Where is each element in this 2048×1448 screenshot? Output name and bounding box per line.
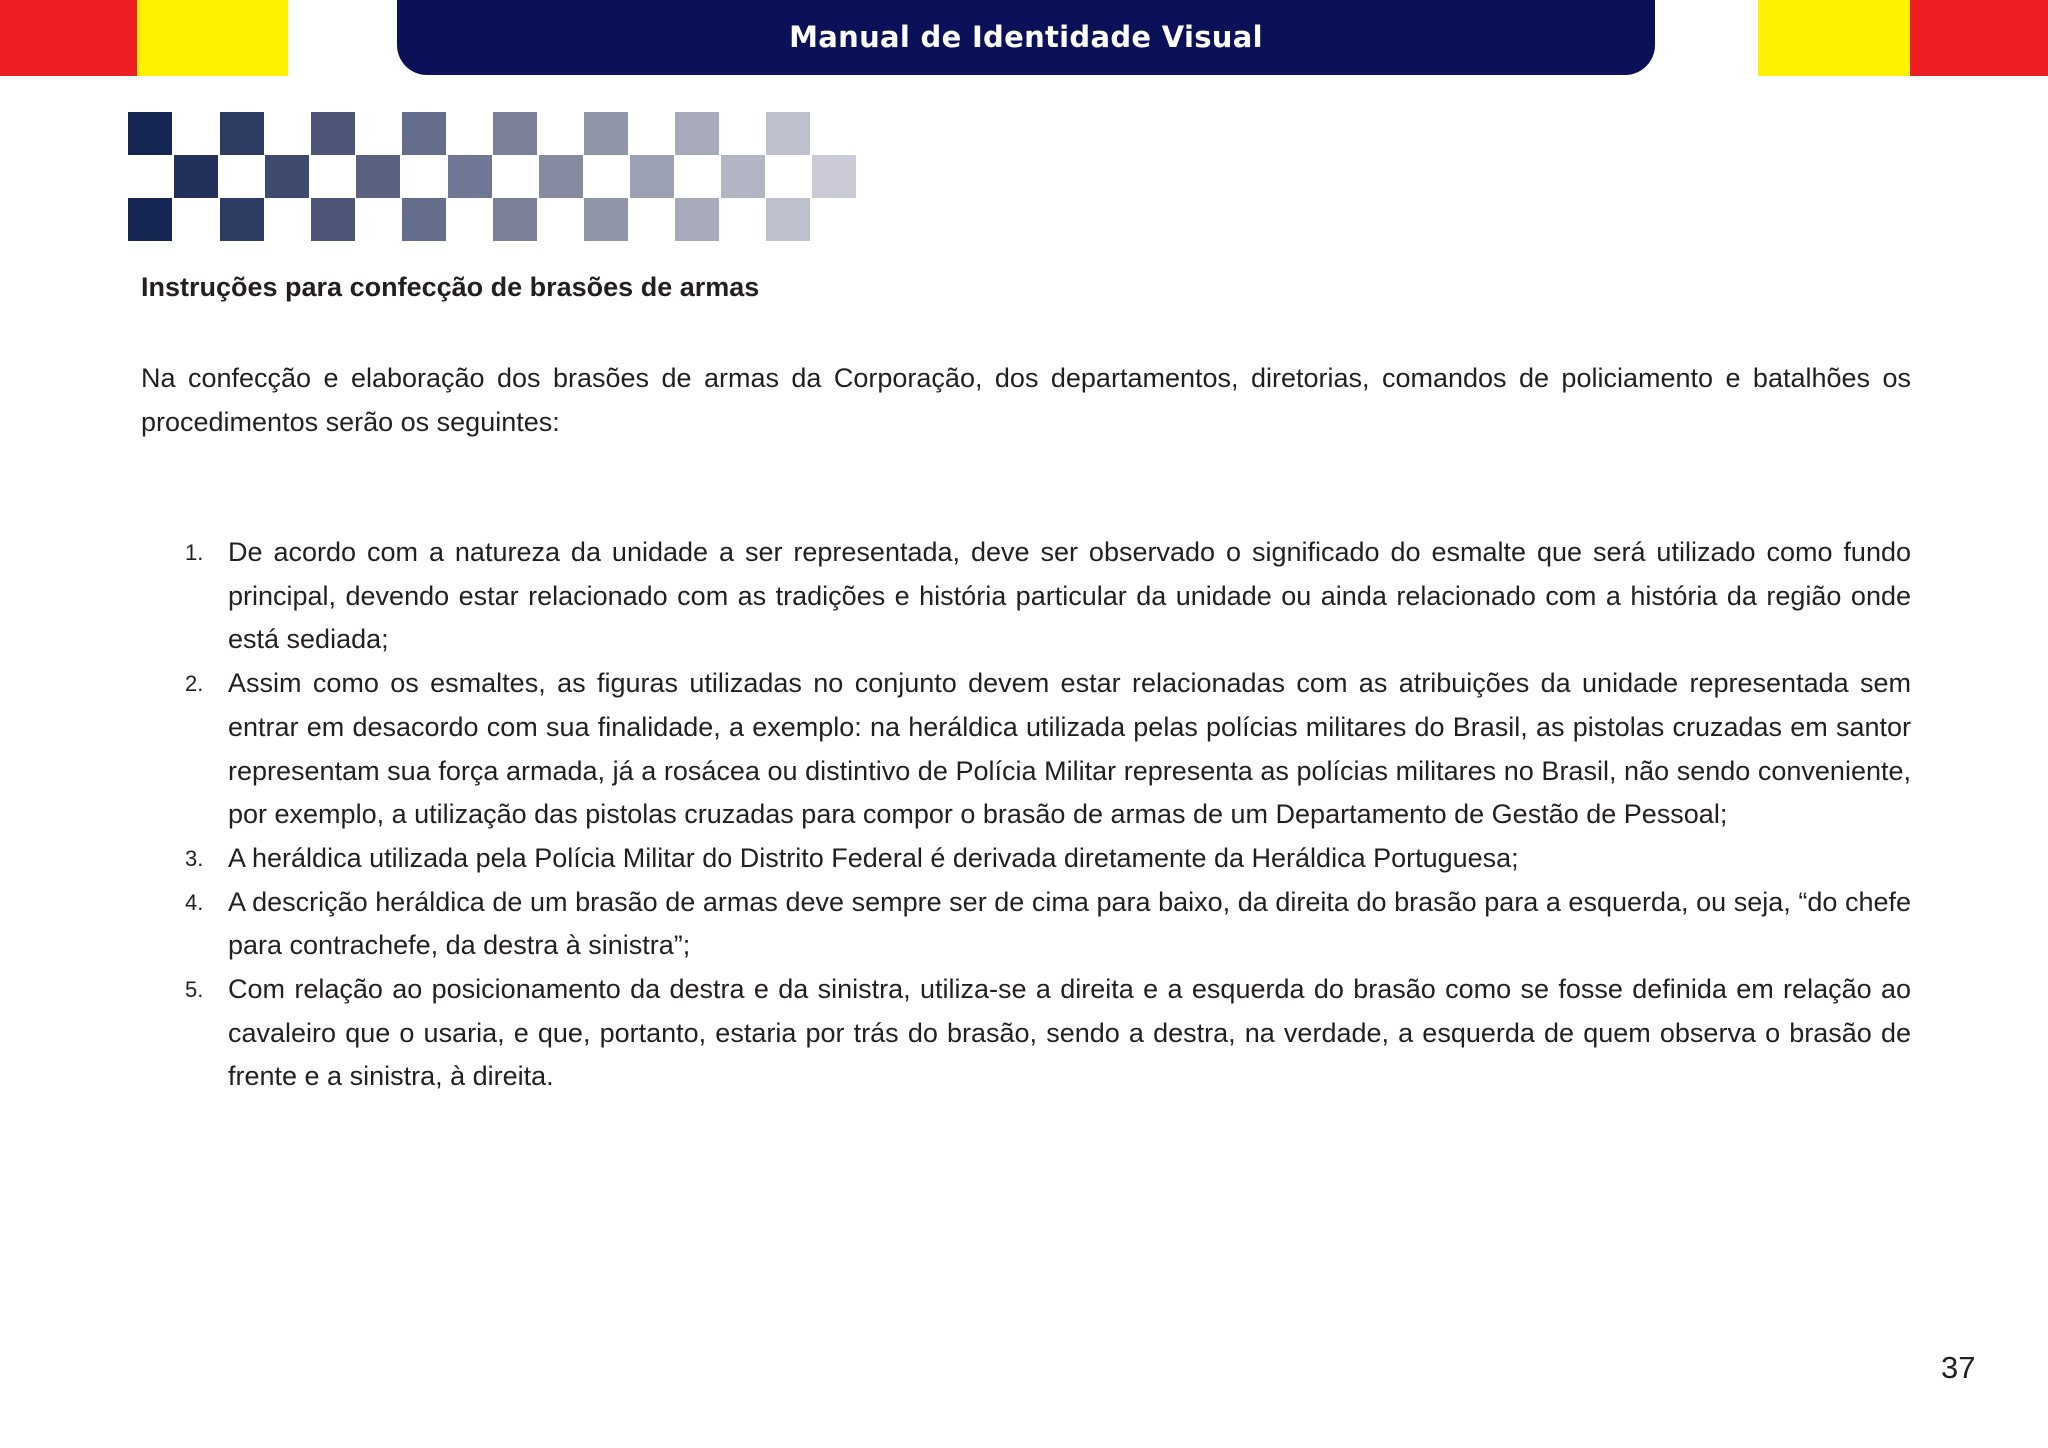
checker-pattern-decoration — [128, 112, 858, 242]
intro-paragraph: Na confecção e elaboração dos brasões de armas da Corporação, dos departamentos, diretorias, comandos de policiamento e batalhões os procedimentos serão os seguintes: — [141, 363, 1911, 437]
list-item — [141, 881, 1911, 968]
checker-cell — [311, 112, 355, 155]
header-title: Manual de Identidade Visual — [789, 19, 1263, 54]
checker-cell — [220, 198, 264, 241]
header-bar — [397, 0, 1655, 75]
list-item-text: Com relação ao posicionamento da destra e da sinistra, utiliza-se a direita e a esquerda do brasão como se fosse definida em relação ao cavaleiro que o usaria, e que, portanto, estaria por trás do brasão, sendo a destra, na verdade, a esquerda de quem observa o brasão de frente e a sinistra, à direita. — [228, 974, 1911, 1092]
checker-cell — [311, 198, 355, 241]
checker-cell — [128, 198, 172, 241]
checker-cell — [766, 112, 810, 155]
list-item — [141, 531, 1911, 662]
checker-cell — [402, 198, 446, 241]
list-item-text: A descrição heráldica de um brasão de armas deve sempre ser de cima para baixo, da direita do brasão para a esquerda, ou seja, “do chefe para contrachefe, da destra à sinistra”; — [228, 886, 1911, 961]
stripe-yellow-left — [137, 0, 288, 76]
checker-cell — [812, 155, 856, 198]
list-item-text: Assim como os esmaltes, as figuras utilizadas no conjunto devem estar relacionadas com as atribuições da unidade representada sem entrar em desacordo com sua finalidade, a exemplo: na heráldica utilizada pelas polícias militares do Brasil, as pistolas cruzadas em santor representam sua força armada, já a rosácea ou distintivo de Polícia Militar representa as polícias militares no Brasil, não sendo conveniente, por exemplo, a utilização das pistolas cruzadas para compor o brasão de armas de um Departamento de Gestão de Pessoal; — [228, 668, 1911, 830]
stripe-red-right — [1910, 0, 2048, 76]
checker-cell — [493, 198, 537, 241]
list-item — [141, 968, 1911, 1099]
checker-cell — [721, 155, 765, 198]
list-item — [141, 837, 1911, 881]
section-title: Instruções para confecção de brasões de armas — [141, 272, 760, 302]
checker-cell — [630, 155, 674, 198]
list-item-text: A heráldica utilizada pela Polícia Militar do Distrito Federal é derivada diretamente da Heráldica Portuguesa; — [228, 842, 1519, 873]
stripe-yellow-right — [1758, 0, 1910, 76]
checker-cell — [128, 112, 172, 155]
checker-cell — [220, 112, 264, 155]
checker-cell — [539, 155, 583, 198]
list-item — [141, 662, 1911, 837]
checker-cell — [448, 155, 492, 198]
checker-cell — [356, 155, 400, 198]
list-item-text: De acordo com a natureza da unidade a ser representada, deve ser observado o significado do esmalte que será utilizado como fundo principal, devendo estar relacionado com as tradições e história particular da unidade ou ainda relacionado com a história da região onde está sediada; — [228, 537, 1911, 655]
instruction-list — [141, 531, 1911, 1099]
list-item-number: 4. — [185, 889, 204, 915]
checker-cell — [174, 155, 218, 198]
checker-cell — [675, 198, 719, 241]
checker-cell — [493, 112, 537, 155]
checker-cell — [766, 198, 810, 241]
page-number: 37 — [1941, 1350, 1976, 1385]
list-item-number: 1. — [185, 540, 204, 565]
list-item-number: 2. — [185, 671, 204, 697]
checker-cell — [584, 198, 628, 241]
stripe-red-left — [0, 0, 137, 76]
checker-cell — [584, 112, 628, 155]
checker-cell — [265, 155, 309, 198]
list-item-number: 5. — [185, 977, 204, 1003]
list-item-number: 3. — [185, 845, 204, 871]
checker-cell — [402, 112, 446, 155]
checker-cell — [675, 112, 719, 155]
